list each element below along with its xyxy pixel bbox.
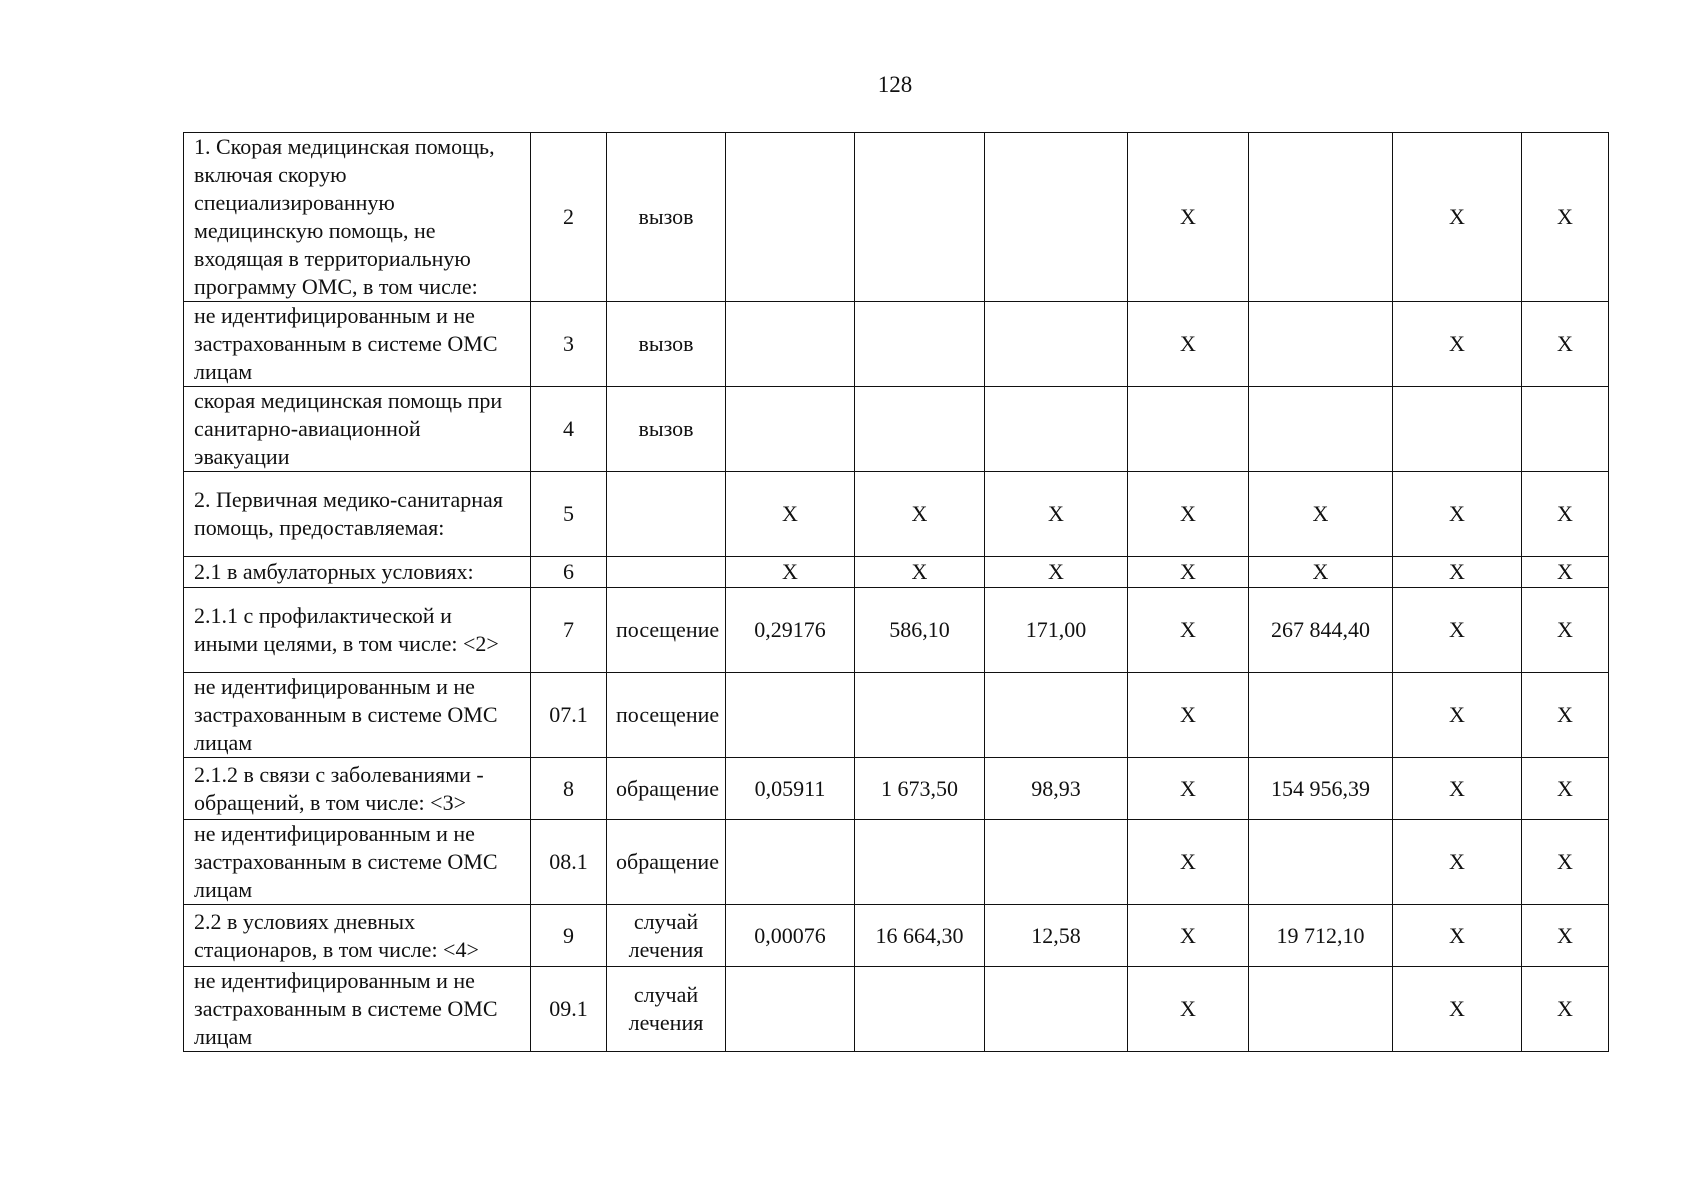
table-row	[184, 820, 1609, 905]
value-cell: X	[1393, 133, 1522, 302]
row-unit-cell: обращение	[607, 758, 726, 820]
row-unit-cell	[607, 472, 726, 557]
value-cell: X	[1522, 133, 1609, 302]
value-cell: X	[1522, 820, 1609, 905]
value-cell: 16 664,30	[855, 905, 985, 967]
value-cell: X	[1393, 673, 1522, 758]
value-cell	[985, 387, 1128, 472]
value-cell: X	[1128, 133, 1249, 302]
table-row	[184, 302, 1609, 387]
value-cell: X	[855, 472, 985, 557]
value-cell: X	[1393, 588, 1522, 673]
value-cell	[985, 302, 1128, 387]
value-cell	[985, 673, 1128, 758]
row-name-cell: 2.2 в условиях дневных стационаров, в том числе: <4>	[184, 905, 531, 967]
row-code-cell: 6	[531, 557, 607, 588]
value-cell: X	[1522, 967, 1609, 1052]
row-unit-cell: случай лечения	[607, 967, 726, 1052]
table-row	[184, 133, 1609, 302]
table-row	[184, 588, 1609, 673]
value-cell: X	[1128, 820, 1249, 905]
value-cell	[855, 387, 985, 472]
value-cell: X	[1249, 557, 1393, 588]
value-cell	[985, 820, 1128, 905]
value-cell	[985, 967, 1128, 1052]
value-cell	[855, 133, 985, 302]
value-cell	[985, 133, 1128, 302]
value-cell	[1249, 820, 1393, 905]
value-cell: 12,58	[985, 905, 1128, 967]
row-code-cell: 08.1	[531, 820, 607, 905]
row-code-cell: 09.1	[531, 967, 607, 1052]
value-cell: X	[1522, 557, 1609, 588]
value-cell	[1249, 673, 1393, 758]
value-cell: X	[1128, 302, 1249, 387]
value-cell: X	[985, 472, 1128, 557]
value-cell: X	[1522, 302, 1609, 387]
value-cell: 267 844,40	[1249, 588, 1393, 673]
value-cell: X	[726, 472, 855, 557]
value-cell: 154 956,39	[1249, 758, 1393, 820]
value-cell: X	[1393, 758, 1522, 820]
value-cell	[1393, 387, 1522, 472]
value-cell: X	[1128, 557, 1249, 588]
value-cell	[855, 820, 985, 905]
data-table	[183, 132, 1609, 1052]
table-row	[184, 758, 1609, 820]
value-cell: X	[1128, 472, 1249, 557]
row-unit-cell: вызов	[607, 387, 726, 472]
row-code-cell: 7	[531, 588, 607, 673]
value-cell: X	[985, 557, 1128, 588]
value-cell	[1249, 133, 1393, 302]
value-cell: X	[855, 557, 985, 588]
value-cell	[726, 967, 855, 1052]
value-cell	[855, 967, 985, 1052]
row-code-cell: 07.1	[531, 673, 607, 758]
row-name-cell: 2.1 в амбулаторных условиях:	[184, 557, 531, 588]
value-cell	[726, 302, 855, 387]
value-cell	[726, 387, 855, 472]
value-cell: 0,05911	[726, 758, 855, 820]
value-cell: 586,10	[855, 588, 985, 673]
value-cell: X	[1128, 905, 1249, 967]
table-row	[184, 905, 1609, 967]
value-cell: X	[1393, 472, 1522, 557]
value-cell	[726, 673, 855, 758]
value-cell	[726, 133, 855, 302]
row-code-cell: 4	[531, 387, 607, 472]
value-cell	[1249, 967, 1393, 1052]
value-cell: X	[1393, 820, 1522, 905]
value-cell	[726, 820, 855, 905]
row-name-cell: скорая медицинская помощь при санитарно-авиационной эвакуации	[184, 387, 531, 472]
value-cell: X	[1128, 673, 1249, 758]
value-cell: X	[1249, 472, 1393, 557]
value-cell: X	[1522, 758, 1609, 820]
row-name-cell: не идентифицированным и не застрахованным в системе ОМС лицам	[184, 302, 531, 387]
page-number: 128	[877, 72, 913, 97]
row-code-cell: 3	[531, 302, 607, 387]
value-cell: 19 712,10	[1249, 905, 1393, 967]
table-row	[184, 387, 1609, 472]
value-cell: X	[1393, 967, 1522, 1052]
row-unit-cell	[607, 557, 726, 588]
row-unit-cell: вызов	[607, 302, 726, 387]
row-code-cell: 5	[531, 472, 607, 557]
value-cell: X	[726, 557, 855, 588]
value-cell: X	[1128, 967, 1249, 1052]
value-cell: X	[1522, 905, 1609, 967]
value-cell: 0,00076	[726, 905, 855, 967]
table-row	[184, 472, 1609, 557]
table-row	[184, 673, 1609, 758]
value-cell	[1249, 387, 1393, 472]
value-cell: X	[1522, 588, 1609, 673]
row-unit-cell: вызов	[607, 133, 726, 302]
value-cell: X	[1393, 905, 1522, 967]
table-row	[184, 967, 1609, 1052]
row-name-cell: не идентифицированным и не застрахованным в системе ОМС лицам	[184, 820, 531, 905]
row-name-cell: не идентифицированным и не застрахованным в системе ОМС лицам	[184, 673, 531, 758]
row-unit-cell: случай лечения	[607, 905, 726, 967]
row-name-cell: не идентифицированным и не застрахованным в системе ОМС лицам	[184, 967, 531, 1052]
value-cell	[855, 673, 985, 758]
row-name-cell: 2.1.1 с профилактической и иными целями, в том числе: <2>	[184, 588, 531, 673]
value-cell	[1128, 387, 1249, 472]
row-code-cell: 8	[531, 758, 607, 820]
value-cell: X	[1522, 472, 1609, 557]
value-cell: 0,29176	[726, 588, 855, 673]
value-cell	[1249, 302, 1393, 387]
row-unit-cell: обращение	[607, 820, 726, 905]
value-cell: 98,93	[985, 758, 1128, 820]
value-cell	[855, 302, 985, 387]
row-name-cell: 2.1.2 в связи с заболеваниями - обращений, в том числе: <3>	[184, 758, 531, 820]
value-cell	[1522, 387, 1609, 472]
row-unit-cell: посещение	[607, 588, 726, 673]
row-code-cell: 9	[531, 905, 607, 967]
row-name-cell: 1. Скорая медицинская помощь, включая скорую специализированную медицинскую помощь, не входящая в территориальную программу ОМС, в том числе:	[184, 133, 531, 302]
table-row	[184, 557, 1609, 588]
value-cell: 171,00	[985, 588, 1128, 673]
row-unit-cell: посещение	[607, 673, 726, 758]
table-body	[184, 133, 1609, 1052]
value-cell: X	[1393, 557, 1522, 588]
value-cell: X	[1128, 588, 1249, 673]
value-cell: X	[1128, 758, 1249, 820]
row-name-cell: 2. Первичная медико-санитарная помощь, предоставляемая:	[184, 472, 531, 557]
row-code-cell: 2	[531, 133, 607, 302]
value-cell: X	[1522, 673, 1609, 758]
value-cell: X	[1393, 302, 1522, 387]
value-cell: 1 673,50	[855, 758, 985, 820]
